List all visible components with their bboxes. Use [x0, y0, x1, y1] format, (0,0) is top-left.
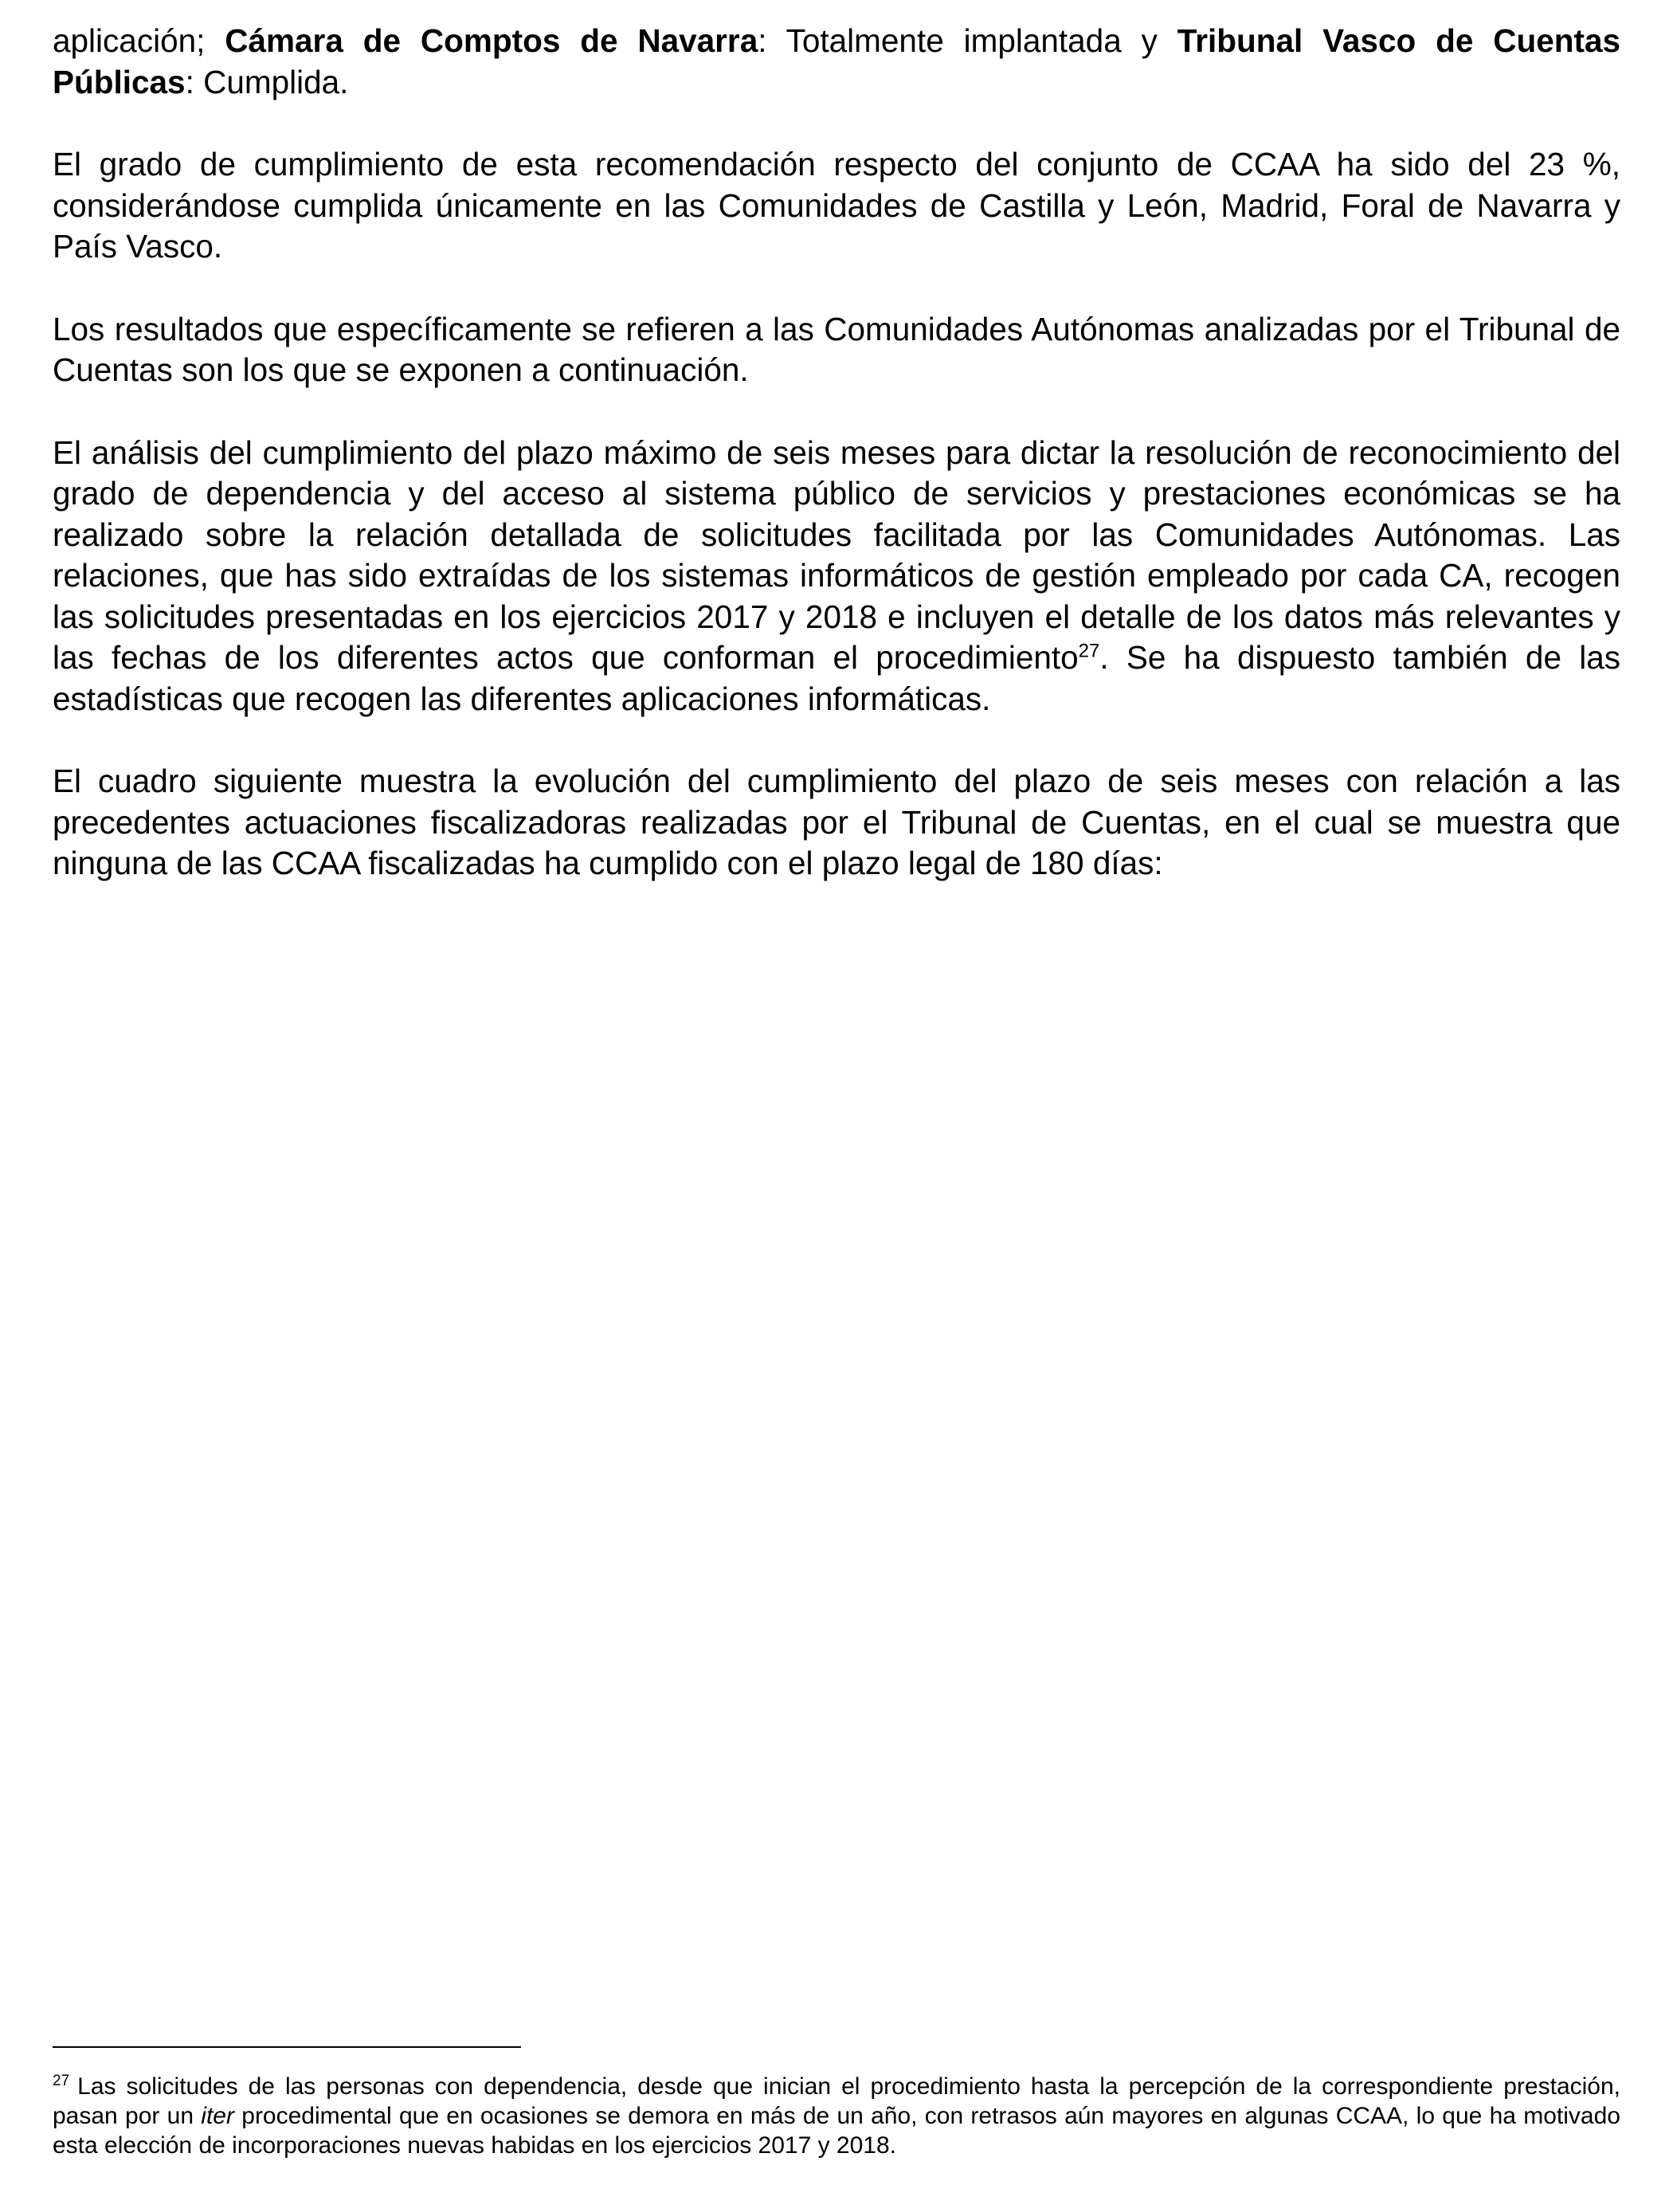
paragraph-4-text-2: . Se ha dispuesto también de las estadísticas que recogen las diferentes aplicaciones informáticas.: [53, 639, 1620, 717]
paragraph-3: Los resultados que específicamente se refieren a las Comunidades Autónomas analizadas por el Tribunal de Cuentas son los que se exponen a continuación.: [53, 310, 1620, 388]
footnote-italic-term: iter: [201, 2103, 234, 2129]
footnote-text-1: Las solicitudes de las personas con dependencia, desde que inician el procedimiento hasta la percepción de la correspondiente prestación, pasan por un: [53, 2073, 1620, 2129]
footnote-reference[interactable]: 27: [1078, 640, 1100, 662]
paragraph-1-bold-1: Cámara de Comptos de Navarra: [225, 22, 758, 59]
paragraph-1-text-1: aplicación;: [53, 22, 225, 59]
paragraph-1: [53, 21, 1620, 103]
paragraph-5: El cuadro siguiente muestra la evolución del cumplimiento del plazo de seis meses con relación a las precedentes actuaciones fiscalizadoras realizadas por el Tribunal de Cuentas, en el cual se muestra que ninguna de las CCAA fiscalizadas ha cumplido con el plazo legal de 180 días:: [53, 763, 1620, 881]
paragraph-4: [53, 433, 1620, 720]
footnote: [53, 2072, 1620, 2160]
paragraph-4-text-1: El análisis del cumplimiento del plazo máximo de seis meses para dictar la resolución de reconocimiento del grado de dependencia y del acceso al sistema público de servicios y prestaciones económicas se ha realizado sobre la relación detallada de solicitudes facilitada por las Comunidades Autónomas. Las relaciones, que has sido extraídas de los sistemas informáticos de gestión empleado por cada CA, recogen las solicitudes presentadas en los ejercicios 2017 y 2018 e incluyen el detalle de los datos más relevantes y las fechas de los diferentes actos que conforman el procedimiento: [53, 433, 1620, 676]
footnote-text-2: procedimental que en ocasiones se demora en más de un año, con retrasos aún mayores en algunas CCAA, lo que ha motivado esta elección de incorporaciones nuevas habidas en los ejercicios 2017 y 2018.: [53, 2103, 1620, 2159]
paragraph-2: El grado de cumplimiento de esta recomendación respecto del conjunto de CCAA ha sido del 23 %, considerándose cumplida únicamente en las Comunidades de Castilla y León, Madrid, Foral de Navarra y País Vasco.: [53, 146, 1620, 265]
paragraph-1-text-3: : Cumplida.: [185, 63, 349, 100]
footnote-number: 27: [53, 2073, 70, 2089]
paragraph-1-bold-2: Tribunal Vasco de Cuentas Públicas: [53, 22, 1621, 100]
footnote-separator: [53, 2046, 521, 2048]
paragraph-1-text-2: : Totalmente implantada y: [758, 22, 1177, 59]
document-body: [53, 21, 1620, 926]
